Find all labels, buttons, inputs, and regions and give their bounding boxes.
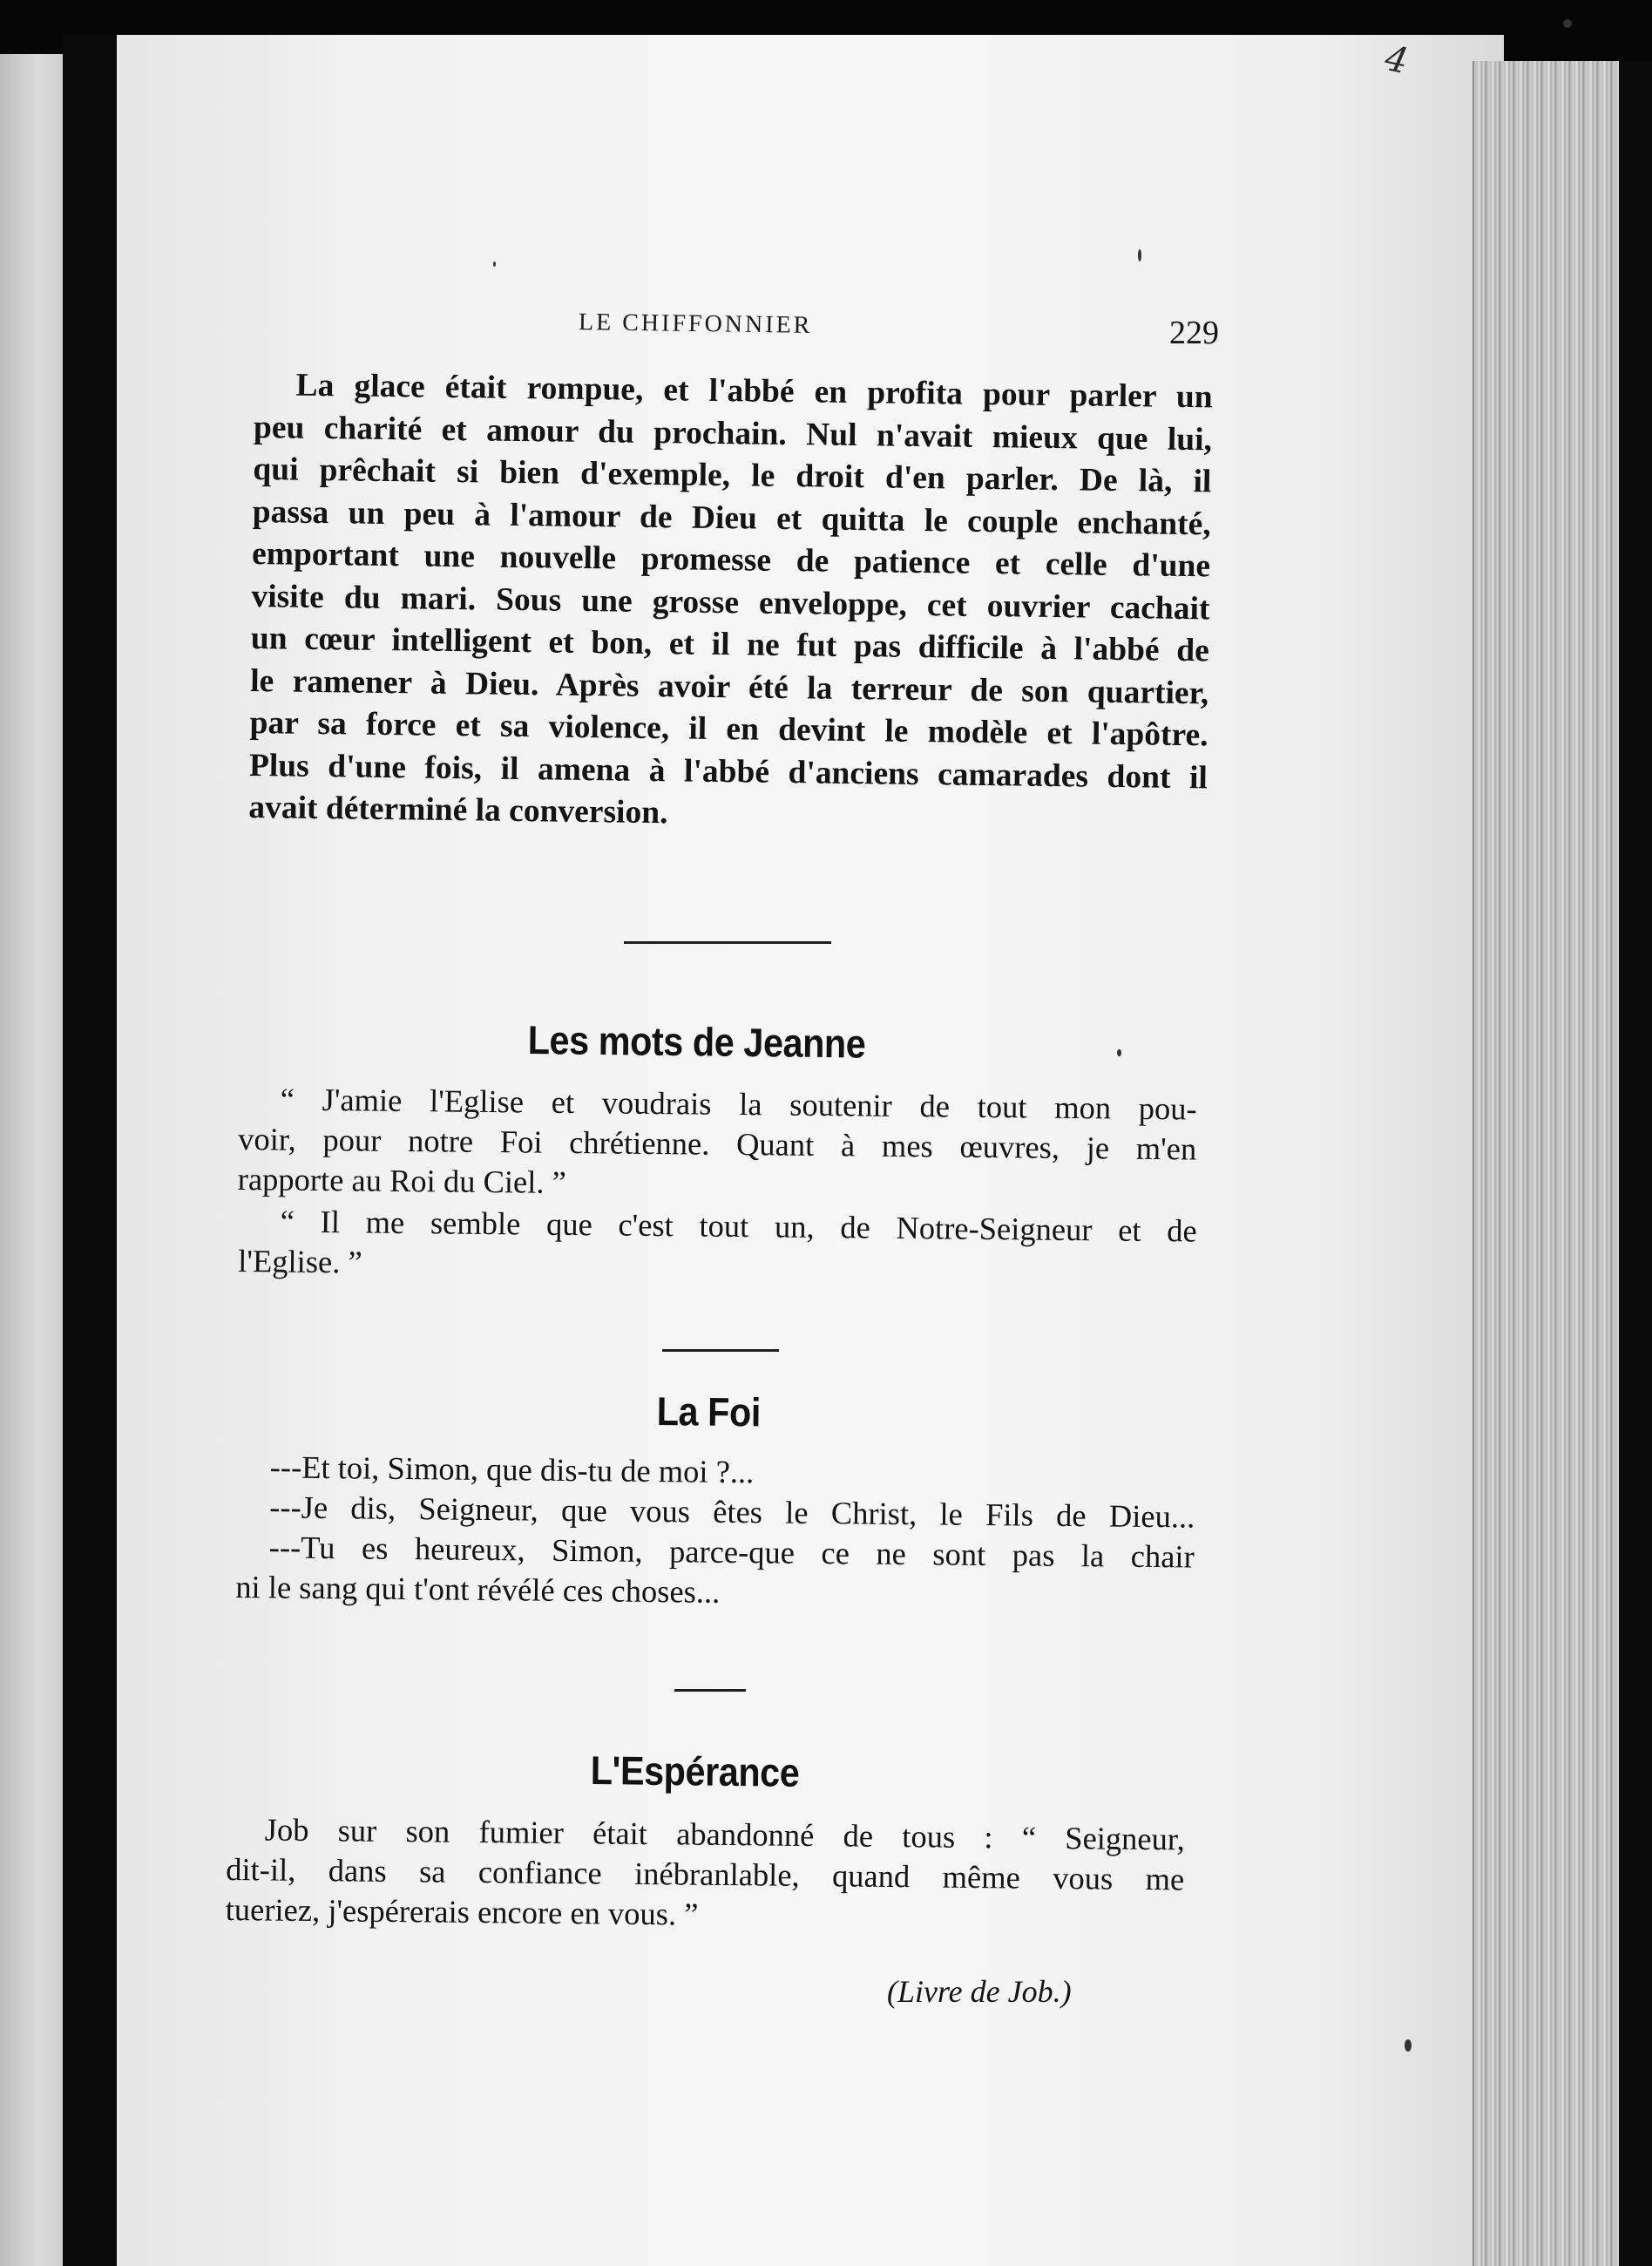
scan-background-right bbox=[1619, 61, 1652, 2266]
text-line: qui prêchait si bien d'exemple, le droit d'en parler. De là, il bbox=[253, 451, 1212, 500]
text-line: dit-il, dans sa confiance inébranlable, quand même vous me bbox=[226, 1850, 1185, 1897]
text-line: tueriez, j'espérerais encore en vous. ” bbox=[225, 1890, 699, 1932]
running-head: LE CHIFFONNIER bbox=[578, 309, 813, 339]
text-line: l'Eglise. ” bbox=[238, 1242, 362, 1280]
text-line: ni le sang qui t'ont révélé ces choses... bbox=[235, 1568, 721, 1610]
text-line: ---Je dis, Seigneur, que vous êtes le Christ, le Fils de Dieu... bbox=[269, 1489, 1195, 1535]
text-line: passa un peu à l'amour de Dieu et quitta le couple enchanté, bbox=[252, 493, 1211, 542]
text-line: avait déterminé la conversion. bbox=[248, 789, 668, 831]
text-line: visite du mari. Sous une grosse enveloppe, cet ouvrier cachait bbox=[251, 578, 1210, 627]
section-title-foi: La Foi bbox=[656, 1388, 762, 1435]
section-title-jeanne: Les mots de Jeanne bbox=[527, 1017, 866, 1067]
page-number: 229 bbox=[1169, 315, 1219, 351]
text-line: peu charité et amour du prochain. Nul n'avait mieux que lui, bbox=[253, 409, 1213, 458]
scan-speck bbox=[1138, 249, 1141, 261]
intro-paragraph bbox=[248, 364, 1213, 842]
text-line: La glace était rompue, et l'abbé en profita pour parler un bbox=[295, 367, 1213, 416]
left-facing-page-edge bbox=[0, 54, 63, 2266]
foi-paragraph bbox=[235, 1447, 1195, 1618]
text-line: un cœur intelligent et bon, et il ne fut pas difficile à l'abbé de bbox=[250, 620, 1210, 669]
section-divider bbox=[662, 1349, 779, 1352]
book-gutter bbox=[63, 35, 117, 2266]
section-divider bbox=[674, 1689, 746, 1692]
section-divider bbox=[624, 941, 831, 944]
text-line: ---Tu es heureux, Simon, parce-que ce ne sont pas la chair bbox=[268, 1529, 1195, 1575]
scan-speck bbox=[493, 261, 496, 267]
text-line: “ Il me semble que c'est tout un, de Notre-Seigneur et de bbox=[280, 1203, 1197, 1249]
text-line: Job sur son fumier était abandonné de tous : “ Seigneur, bbox=[264, 1811, 1185, 1857]
text-line: voir, pour notre Foi chrétienne. Quant à mes œuvres, je m'en bbox=[238, 1120, 1197, 1167]
scan-speck bbox=[1563, 19, 1572, 28]
jeanne-paragraph-1 bbox=[238, 1079, 1197, 1210]
scan-speck bbox=[1117, 1049, 1121, 1056]
text-line: le ramener à Dieu. Après avoir été la terreur de son quartier, bbox=[249, 662, 1209, 711]
text-line: “ J'amie l'Eglise et voudrais la soutenir de tout mon pou- bbox=[280, 1081, 1197, 1127]
jeanne-paragraph-2 bbox=[238, 1201, 1197, 1292]
section-title-esperance: L'Espérance bbox=[590, 1747, 800, 1795]
esperance-paragraph bbox=[226, 1809, 1185, 1940]
page-edges-stack bbox=[1473, 61, 1622, 2266]
corner-handwritten-mark: 4 bbox=[1381, 37, 1412, 83]
source-citation: (Livre de Job.) bbox=[887, 1974, 1072, 2009]
scan-speck bbox=[1405, 2039, 1412, 2052]
text-line: rapporte au Roi du Ciel. ” bbox=[237, 1160, 567, 1200]
text-line: emportant une nouvelle promesse de patience et celle d'une bbox=[251, 535, 1211, 585]
text-line: ---Et toi, Simon, que dis-tu de moi ?... bbox=[269, 1448, 755, 1490]
text-line: Plus d'une fois, il amena à l'abbé d'anciens camarades dont il bbox=[248, 747, 1209, 796]
text-line: par sa force et sa violence, il en devint le modèle et l'apôtre. bbox=[249, 704, 1209, 754]
